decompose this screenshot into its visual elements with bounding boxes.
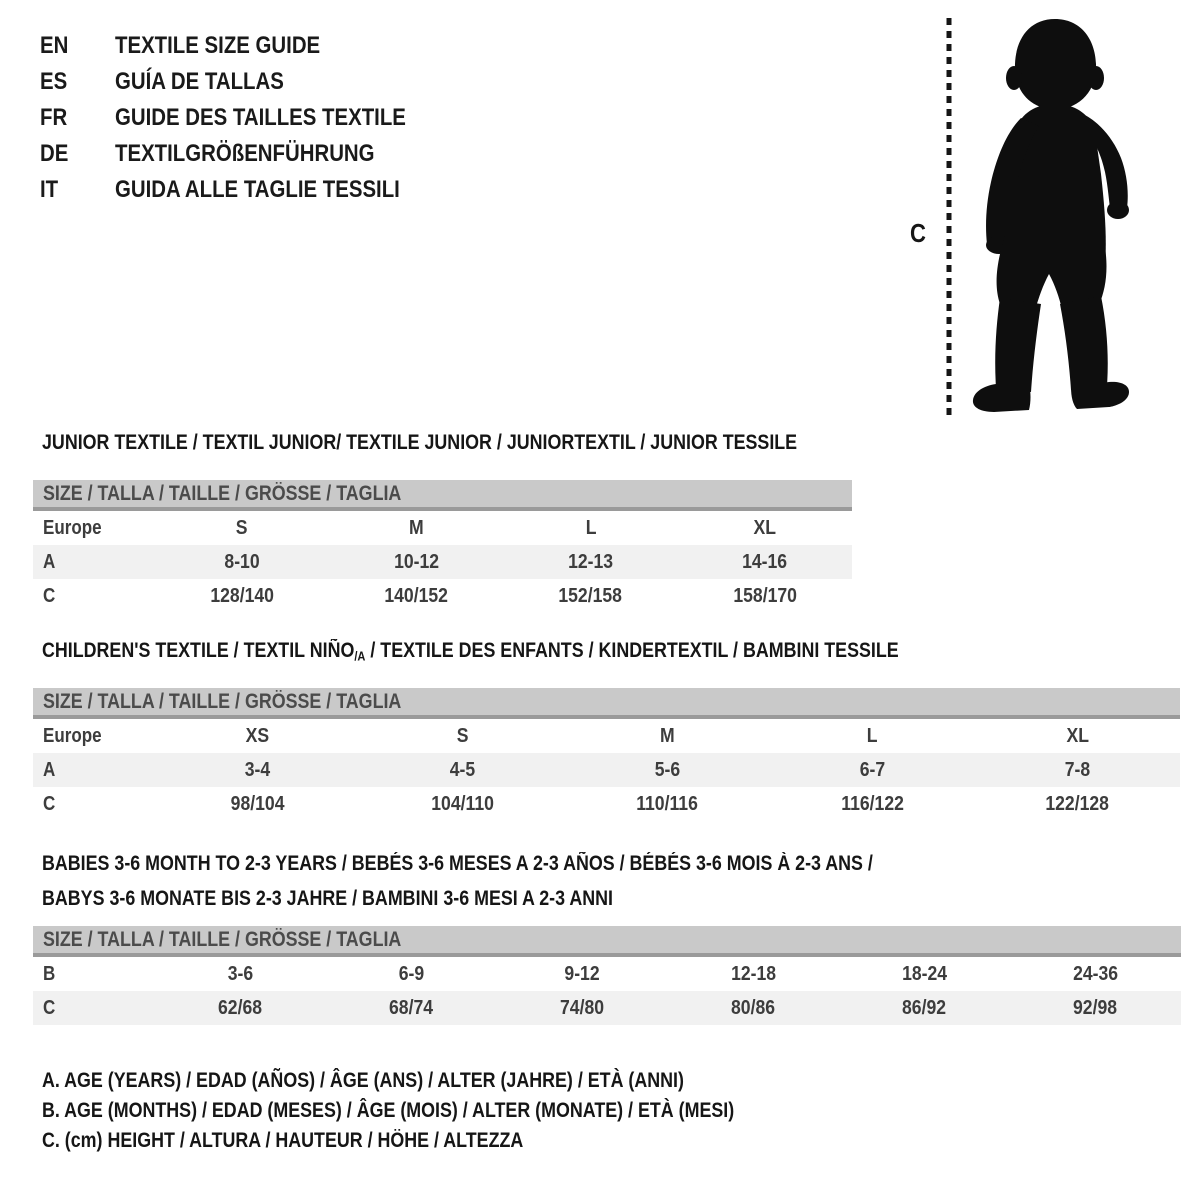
junior-section-title: JUNIOR TEXTILE / TEXTIL JUNIOR/ TEXTILE JUNIOR / JUNIORTEXTIL / JUNIOR TESSILE <box>42 431 798 454</box>
lang-code: FR <box>40 104 68 131</box>
row-label: A <box>43 758 56 781</box>
row-label: C <box>43 584 56 607</box>
table-row-height <box>33 787 1180 821</box>
row-label: A <box>43 550 56 573</box>
age-cell: 24-36 <box>1072 962 1119 985</box>
lang-row-fr <box>40 100 457 136</box>
size-cell: L <box>585 516 597 539</box>
age-cell: 8-10 <box>224 550 260 573</box>
height-cell: 80/86 <box>731 996 776 1019</box>
table-row-age-months <box>33 957 1181 991</box>
height-cell: 140/152 <box>384 584 449 607</box>
height-cell: 128/140 <box>210 584 274 607</box>
children-section-title: CHILDREN'S TEXTILE / TEXTIL NIÑO/A / TEXTILE DES ENFANTS / KINDERTEXTIL / BAMBINI TESSILE <box>42 639 899 664</box>
age-cell: 7-8 <box>1064 758 1091 781</box>
legend-line-b: B. AGE (MONTHS) / EDAD (MESES) / ÂGE (MOIS) / ALTER (MONATE) / ETÀ (MESI) <box>42 1099 735 1122</box>
row-label: Europe <box>43 516 102 539</box>
table-row-height <box>33 991 1181 1025</box>
lang-code: DE <box>40 140 69 167</box>
row-label: Europe <box>43 724 102 747</box>
children-size-table <box>33 688 1180 821</box>
table-row-age <box>33 753 1180 787</box>
age-cell: 6-9 <box>398 962 425 985</box>
babies-section-title: BABIES 3-6 MONTH TO 2-3 YEARS / BEBÉS 3-6 MESES A 2-3 AÑOS / BÉBÉS 3-6 MOIS À 2-3 ANS / BABYS 3-6 MONATE BIS 2-3 JAHRE / BAMBINI 3-6 MESI A 2-3 ANNI <box>42 852 873 910</box>
table-row-age <box>33 545 852 579</box>
toddler-silhouette-icon <box>958 14 1150 422</box>
age-cell: 12-18 <box>730 962 777 985</box>
junior-size-table <box>33 480 852 613</box>
height-cell: 62/68 <box>218 996 263 1019</box>
lang-row-de <box>40 136 457 172</box>
age-cell: 5-6 <box>654 758 681 781</box>
size-cell: XL <box>753 516 777 539</box>
size-header-bar: SIZE / TALLA / TAILLE / GRÖSSE / TAGLIA <box>33 480 852 511</box>
size-header-bar: SIZE / TALLA / TAILLE / GRÖSSE / TAGLIA <box>33 688 1180 719</box>
height-cell: 86/92 <box>902 996 947 1019</box>
size-cell: XL <box>1066 724 1089 747</box>
lang-label: GUÍA DE TALLAS <box>115 68 284 95</box>
height-marker-label: C <box>910 218 926 248</box>
height-cell: 104/110 <box>431 792 494 815</box>
height-cell: 158/170 <box>733 584 797 607</box>
lang-code: ES <box>40 68 68 95</box>
size-cell: XS <box>245 724 270 747</box>
row-label: C <box>43 996 56 1019</box>
age-cell: 4-5 <box>449 758 476 781</box>
lang-row-it <box>40 172 457 208</box>
height-measure-line <box>944 16 954 420</box>
babies-size-table <box>33 926 1181 1025</box>
size-header-bar: SIZE / TALLA / TAILLE / GRÖSSE / TAGLIA <box>33 926 1181 957</box>
height-cell: 116/122 <box>841 792 904 815</box>
height-cell: 110/116 <box>636 792 699 815</box>
size-cell: S <box>456 724 469 747</box>
table-row-europe <box>33 719 1180 753</box>
age-cell: 3-4 <box>244 758 271 781</box>
age-cell: 6-7 <box>859 758 886 781</box>
lang-label: TEXTILGRÖßENFÜHRUNG <box>115 140 375 167</box>
age-cell: 14-16 <box>742 550 788 573</box>
size-cell: M <box>660 724 675 747</box>
row-label: B <box>43 962 56 985</box>
size-cell: M <box>409 516 424 539</box>
height-cell: 68/74 <box>389 996 434 1019</box>
height-cell: 122/128 <box>1045 792 1110 815</box>
age-cell: 12-13 <box>568 550 614 573</box>
language-list <box>40 28 457 208</box>
height-cell: 98/104 <box>230 792 285 815</box>
legend-line-c: C. (cm) HEIGHT / ALTURA / HAUTEUR / HÖHE / ALTEZZA <box>42 1129 524 1152</box>
lang-label: TEXTILE SIZE GUIDE <box>115 32 321 59</box>
lang-label: GUIDE DES TAILLES TEXTILE <box>115 104 406 131</box>
legend <box>42 1066 856 1156</box>
legend-line-a: A. AGE (YEARS) / EDAD (AÑOS) / ÂGE (ANS) / ALTER (JAHRE) / ETÀ (ANNI) <box>42 1069 684 1092</box>
age-cell: 9-12 <box>564 962 601 985</box>
table-row-europe <box>33 511 852 545</box>
row-label: C <box>43 792 56 815</box>
size-cell: S <box>236 516 248 539</box>
height-cell: 74/80 <box>560 996 605 1019</box>
lang-row-en <box>40 28 457 64</box>
lang-label: GUIDA ALLE TAGLIE TESSILI <box>115 176 400 203</box>
size-cell: L <box>867 724 878 747</box>
age-cell: 10-12 <box>393 550 439 573</box>
lang-code: IT <box>40 176 59 203</box>
age-cell: 3-6 <box>227 962 254 985</box>
table-row-height <box>33 579 852 613</box>
age-cell: 18-24 <box>901 962 948 985</box>
height-cell: 92/98 <box>1073 996 1118 1019</box>
height-cell: 152/158 <box>558 584 623 607</box>
lang-row-es <box>40 64 457 100</box>
lang-code: EN <box>40 32 69 59</box>
